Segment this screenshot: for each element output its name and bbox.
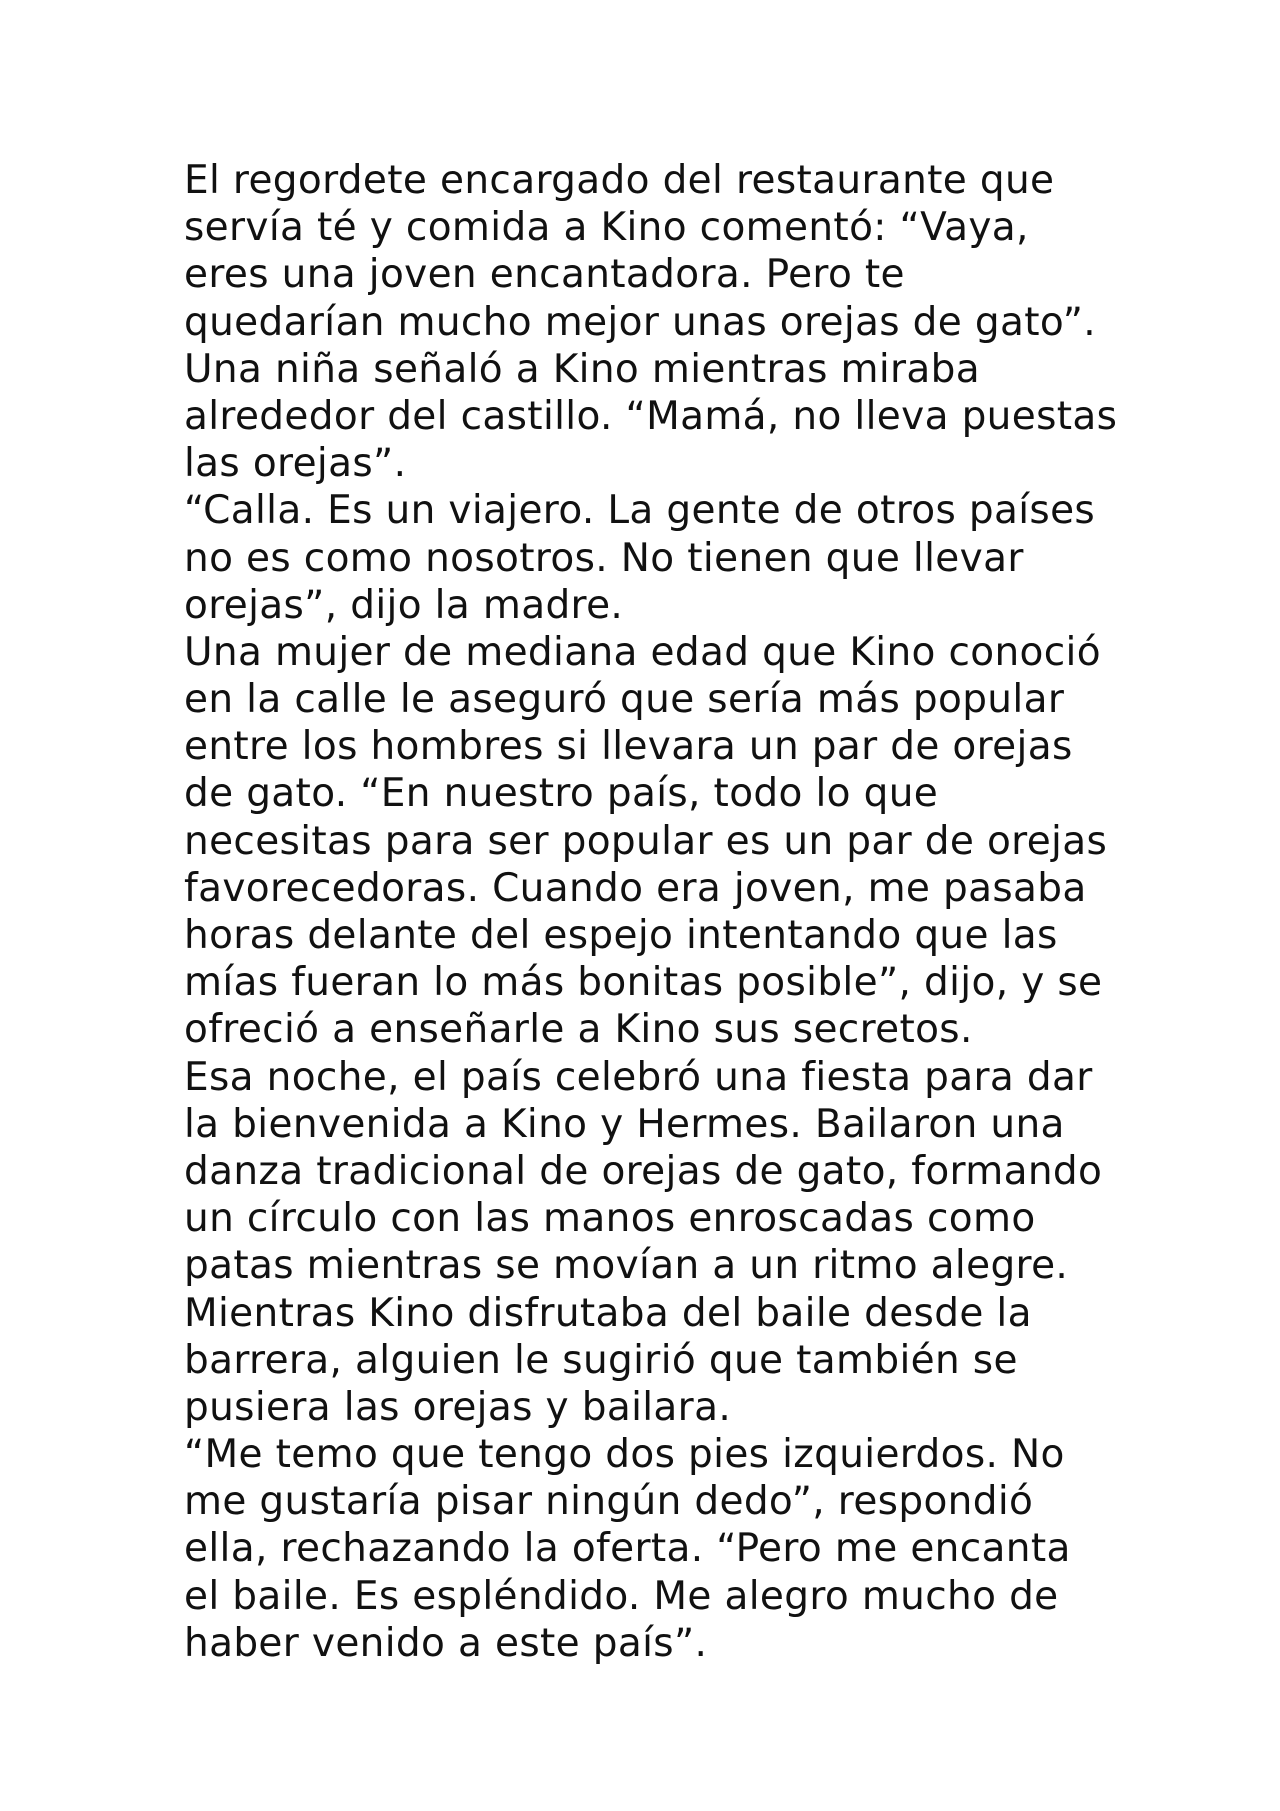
text-line: no es como nosotros. No tienen que llevar bbox=[184, 535, 1024, 581]
text-line: “Me temo que tengo dos pies izquierdos. No bbox=[184, 1432, 1065, 1478]
text-line: Esa noche, el país celebró una fiesta para dar bbox=[184, 1054, 1093, 1100]
text-line: ella, rechazando la oferta. “Pero me encanta bbox=[184, 1526, 1071, 1572]
text-line: quedarían mucho mejor unas orejas de gato”. bbox=[184, 299, 1096, 345]
text-line: necesitas para ser popular es un par de orejas bbox=[184, 818, 1108, 864]
text-line: orejas”, dijo la madre. bbox=[184, 582, 624, 628]
text-line: haber venido a este país”. bbox=[184, 1620, 708, 1666]
text-line: un círculo con las manos enroscadas como bbox=[184, 1196, 1036, 1242]
text-line: de gato. “En nuestro país, todo lo que bbox=[184, 771, 939, 817]
text-line: servía té y comida a Kino comentó: “Vaya, bbox=[184, 205, 1029, 251]
text-line: horas delante del espejo intentando que las bbox=[184, 913, 1058, 958]
text-line: Una niña señaló a Kino mientras miraba bbox=[184, 346, 981, 392]
text-line: eres una joven encantadora. Pero te bbox=[184, 252, 905, 298]
text-line: Mientras Kino disfrutaba del baile desde la bbox=[184, 1290, 1032, 1336]
text-line: alrededor del castillo. “Mamá, no lleva puestas bbox=[184, 393, 1118, 439]
text-line: favorecedoras. Cuando era joven, me pasaba bbox=[184, 865, 1087, 911]
text-line: Una mujer de mediana edad que Kino conoció bbox=[184, 629, 1101, 675]
text-line: la bienvenida a Kino y Hermes. Bailaron una bbox=[184, 1101, 1065, 1147]
text-line: entre los hombres si llevara un par de orejas bbox=[184, 724, 1073, 770]
text-line: las orejas”. bbox=[184, 441, 407, 487]
document-body bbox=[184, 157, 1124, 1667]
text-line: pusiera las orejas y bailara. bbox=[184, 1384, 732, 1430]
text-line: El regordete encargado del restaurante que bbox=[184, 158, 1055, 203]
text-line: danza tradicional de orejas de gato, formando bbox=[184, 1148, 1103, 1194]
text-line: en la calle le aseguró que sería más popular bbox=[184, 677, 1065, 723]
text-line: el baile. Es espléndido. Me alegro mucho de bbox=[184, 1573, 1059, 1619]
text-line: ofreció a enseñarle a Kino sus secretos. bbox=[184, 1007, 973, 1053]
text-line: barrera, alguien le sugirió que también se bbox=[184, 1337, 1018, 1383]
text-line: “Calla. Es un viajero. La gente de otros países bbox=[184, 488, 1096, 534]
text-line: me gustaría pisar ningún dedo”, respondió bbox=[184, 1479, 1034, 1525]
text-line: patas mientras se movían a un ritmo alegre. bbox=[184, 1243, 1069, 1289]
text-line: mías fueran lo más bonitas posible”, dijo, y se bbox=[184, 960, 1103, 1006]
